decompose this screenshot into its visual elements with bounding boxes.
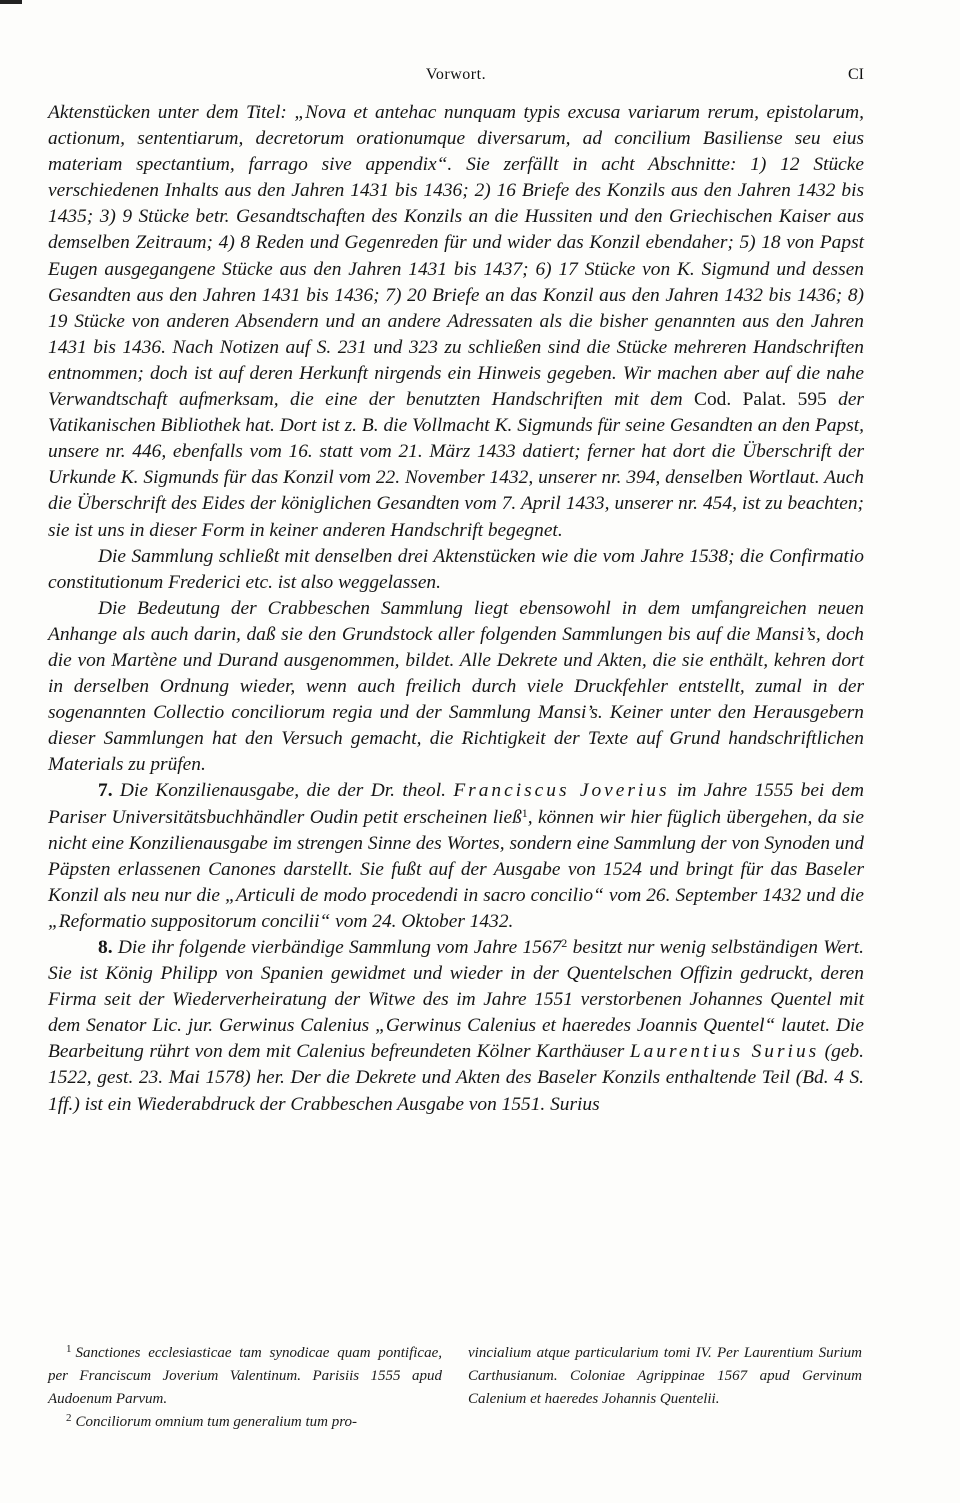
paragraph-text: besitzt nur wenig selbständigen Wert. Sie ist König Philipp von Spanien gewidmet und wieder in der Quentelschen Offizin gedruckt, deren Firma seit der Wiederverheiratung der Witwe des im Jahre 1551 verstorbenen Johannes Quentel mit dem Senator Lic. jur. Gerwinus Calenius „Gerwinus Calenius et haeredes Joannis Quentel“ lautet. Die Bearbeitung rührt von dem mit Calenius befreundeten Kölner Karthäuser: [48, 937, 864, 1063]
running-head: Vorwort.: [425, 66, 487, 83]
section-number: 8.: [98, 937, 113, 958]
paragraph-sammlung: Die Sammlung schließt mit denselben drei Aktenstücken wie die vom Jahre 1538; die Confirmatio constitutionum Frederici etc. ist also weggelassen.: [48, 545, 864, 593]
footnote-column-right: [468, 1342, 862, 1411]
section-7-paragraph: [48, 778, 864, 935]
footnotes: [48, 1342, 864, 1434]
footnote-ref[interactable]: 2: [561, 936, 568, 950]
footnote-column-left: [48, 1342, 442, 1434]
paragraph-text: im Jahre 1555 bei dem Pariser Universitätsbuchhändler Oudin petit erscheinen ließ: [48, 780, 864, 828]
page-header: [48, 66, 864, 90]
footnote-number: 2: [66, 1412, 72, 1424]
paragraph-aktenstuecken: [48, 100, 864, 544]
paragraph-bedeutung: Die Bedeutung der Crabbeschen Sammlung liegt ebensowohl in dem umfangreichen neuen Anhange als auch darin, daß sie den Grundstock aller folgenden Sammlungen bis auf die Mansi’s, doch die von Martène und Durand ausgenommen, bildet. Alle Dekrete und Akten, die sie enthält, kehren dort in derselben Ordnung wieder, wenn auch freilich durch viele Druckfehler entstellt, zumal in der sogenannten Collectio conciliorum regia und der Sammlung Mansi’s. Keiner unter den Herausgebern dieser Sammlungen hat den Versuch gemacht, die Richtigkeit der Texte auf Grund handschriftlichen Materials zu prüfen.: [48, 597, 864, 776]
paragraph-text: der Vatikanischen Bibliothek hat. Dort ist z. B. die Vollmacht K. Sigmunds für seine Gesandten an den Papst, unsere nr. 446, ebenfalls vom 16. statt vom 21. März 1433 datiert; ferner hat dort die Überschrift der Urkunde K. Sigmunds für das Konzil vom 22. November 1432, unserer nr. 394, denselben Wortlaut. Auch die Überschrift des Eides der königlichen Gesandten vom 7. April 1433, unserer nr. 454, ist zu beachten; sie ist uns in dieser Form in keiner anderen Handschrift begegnet.: [48, 389, 864, 541]
paragraph-text: (geb. 1522, gest. 23. Mai 1578) her. Der die Dekrete und Akten des Baseler Konzils enthaltende Teil (Bd. 4 S. 1ff.) ist ein Wiederabdruck der Crabbeschen Ausgabe von 1551. Surius: [48, 1041, 864, 1115]
paragraph-text: Die Konzilienausgabe, die der Dr. theol.: [119, 780, 446, 802]
footnote-text: Conciliorum omnium tum generalium tum pro-: [75, 1414, 358, 1430]
footnote-number: 1: [66, 1343, 72, 1355]
section-8-paragraph: [48, 935, 864, 1118]
codex-reference: Cod. Palat. 595: [694, 389, 827, 411]
footnote-1: [48, 1342, 442, 1411]
paragraph-text: Die ihr folgende vierbändige Sammlung vom Jahre 1567: [117, 937, 562, 958]
scan-corner-mark: [0, 0, 22, 4]
footnote-text: Sanctiones ecclesiasticae tam synodicae quam pontificae, per Franciscum Joverium Valentinum. Parisiis 1555 apud Audoenum Parvum.: [48, 1345, 442, 1407]
footnote-ref[interactable]: 1: [521, 805, 528, 820]
person-name: Laurentius Surius: [629, 1041, 820, 1063]
person-name: Franciscus Joverius: [453, 780, 670, 802]
section-number: 7.: [98, 780, 113, 802]
paragraph-text: Aktenstücken unter dem Titel: „Nova et antehac nunquam typis excusa variarum rerum, epistolarum, actionum, sententiarum, decretorum orationumque diversarum, ad concilium Basiliense seu eius materiam spectantium, farrago sive appendix“. Sie zerfällt in acht Abschnitte: 1) 12 Stücke verschiedenen Inhalts aus den Jahren 1431 bis 1436; 2) 16 Briefe des Konzils aus den Jahren 1432 bis 1435; 3) 9 Stücke betr. Gesandtschaften des Konzils an die Hussiten und den Griechischen Kaiser aus demselben Zeitraum; 4) 8 Reden und Gegenreden für und wider das Konzil ebendaher; 5) 18 von Papst Eugen ausgegangene Stücke aus den Jahren 1431 bis 1437; 6) 17 Stücke von K. Sigmund und dessen Gesandten aus den Jahren 1431 bis 1436; 7) 20 Briefe an das Konzil aus den Jahren 1432 bis 1436; 8) 19 Stücke von anderen Absendern und an andere Adressaten als die bisher genannten aus den Jahren 1431 bis 1436. Nach Notizen auf S. 231 und 323 zu schließen sind die Stücke mehreren Handschriften entnommen; doch ist auf deren Herkunft nirgends ein Hinweis gegeben. Wir machen aber auf die nahe Verwandtschaft aufmerksam, die eine der benutzten Handschriften mit dem: [48, 102, 864, 411]
main-text: [48, 100, 864, 1118]
footnote-2-continued: vincialium atque particularium tomi IV. Per Laurentium Surium Carthusianum. Coloniae Agrippinae 1567 apud Gervinum Calenium et haeredes Johannis Quentelii.: [468, 1345, 862, 1407]
paragraph-text: , können wir hier füglich übergehen, da sie nicht eine Konzilienausgabe im strengen Sinne des Wortes, sondern eine Sammlung der von Synoden und Päpsten erlassenen Canones darstellt. Sie fußt auf der Ausgabe von 1524 und bringt für das Baseler Konzil als neu nur die „Articuli de modo procedendi in sacro concilio“ vom 26. September 1432 und die „Reformatio suppositorum concilii“ vom 24. Oktober 1432.: [48, 806, 864, 932]
footnote-2: [48, 1411, 442, 1434]
page-number: CI: [848, 66, 864, 83]
